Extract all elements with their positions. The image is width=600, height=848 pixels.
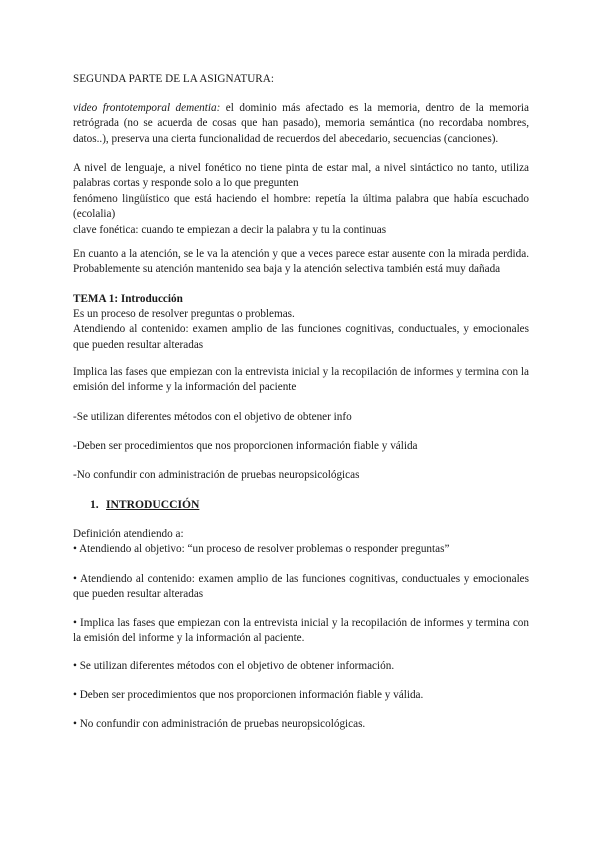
tema1-title: TEMA 1: Introducción	[73, 293, 183, 305]
video-label: video frontotemporal dementia:	[73, 102, 221, 114]
section-heading	[90, 497, 199, 512]
video-paragraph	[73, 101, 529, 147]
bullet-item-1: • Atendiendo al objetivo: “un proceso de resolver problemas o responder preguntas”	[73, 543, 450, 555]
bullet-item-4: • Se utilizan diferentes métodos con el objetivo de obtener información.	[73, 660, 395, 672]
dash-item-3: -No confundir con administración de pruebas neuropsicológicas	[73, 469, 360, 481]
definition-label: Definición atendiendo a:	[73, 528, 184, 540]
dash-item-1: -Se utilizan diferentes métodos con el objetivo de obtener info	[73, 411, 352, 423]
language-paragraph	[73, 161, 529, 238]
video-text: el dominio más afectado es la memoria, dentro de la memoria retrógrada (no se acuerda de cosas que han pasado), memoria semántica (no recordaba nombres, datos..), preserva una cierta funcionalidad de recuerdos del abecedario, secuencias (canciones).	[73, 102, 529, 145]
part-two-heading: SEGUNDA PARTE DE LA ASIGNATURA:	[73, 73, 274, 85]
bullet-item-3: • Implica las fases que empiezan con la entrevista inicial y la recopilación de informes y termina con la emisión del informe y la información al paciente.	[73, 617, 529, 645]
tema1-line-1: Es un proceso de resolver preguntas o problemas.	[73, 308, 295, 320]
tema1-line-2: Atendiendo al contenido: examen amplio de las funciones cognitivas, conductuales, y emocionales que pueden resultar alteradas	[73, 323, 529, 351]
language-line-3: clave fonética: cuando te empiezan a decir la palabra y tu la continuas	[73, 223, 387, 236]
tema1-body	[73, 307, 529, 353]
language-line-1: A nivel de lenguaje, a nivel fonético no tiene pinta de estar mal, a nivel sintáctico no tanto, utiliza palabras cortas y responde solo a lo que pregunten	[73, 162, 529, 190]
bullet-item-5: • Deben ser procedimientos que nos proporcionen información fiable y válida.	[73, 689, 424, 701]
bullet-item-2: • Atendiendo al contenido: examen amplio de las funciones cognitivas, conductuales y emocionales que pueden resultar alteradas	[73, 573, 529, 601]
tema1-block	[73, 292, 529, 307]
phases-paragraph: Implica las fases que empiezan con la entrevista inicial y la recopilación de informes y termina con la emisión del informe y la información del paciente	[73, 366, 529, 394]
section-title: INTRODUCCIÓN	[106, 498, 200, 511]
section-number: 1.	[90, 498, 99, 511]
dash-item-2: -Deben ser procedimientos que nos proporcionen información fiable y válida	[73, 440, 418, 452]
language-line-2: fenómeno lingüístico que está haciendo el hombre: repetía la última palabra que había escuchado (ecolalia)	[73, 192, 529, 221]
bullet-item-6: • No confundir con administración de pruebas neuropsicológicas.	[73, 718, 366, 730]
attention-paragraph: En cuanto a la atención, se le va la atención y que a veces parece estar ausente con la mirada perdida. Probablemente su atención mantenido sea baja y la atención selectiva también está muy dañada	[73, 248, 529, 276]
